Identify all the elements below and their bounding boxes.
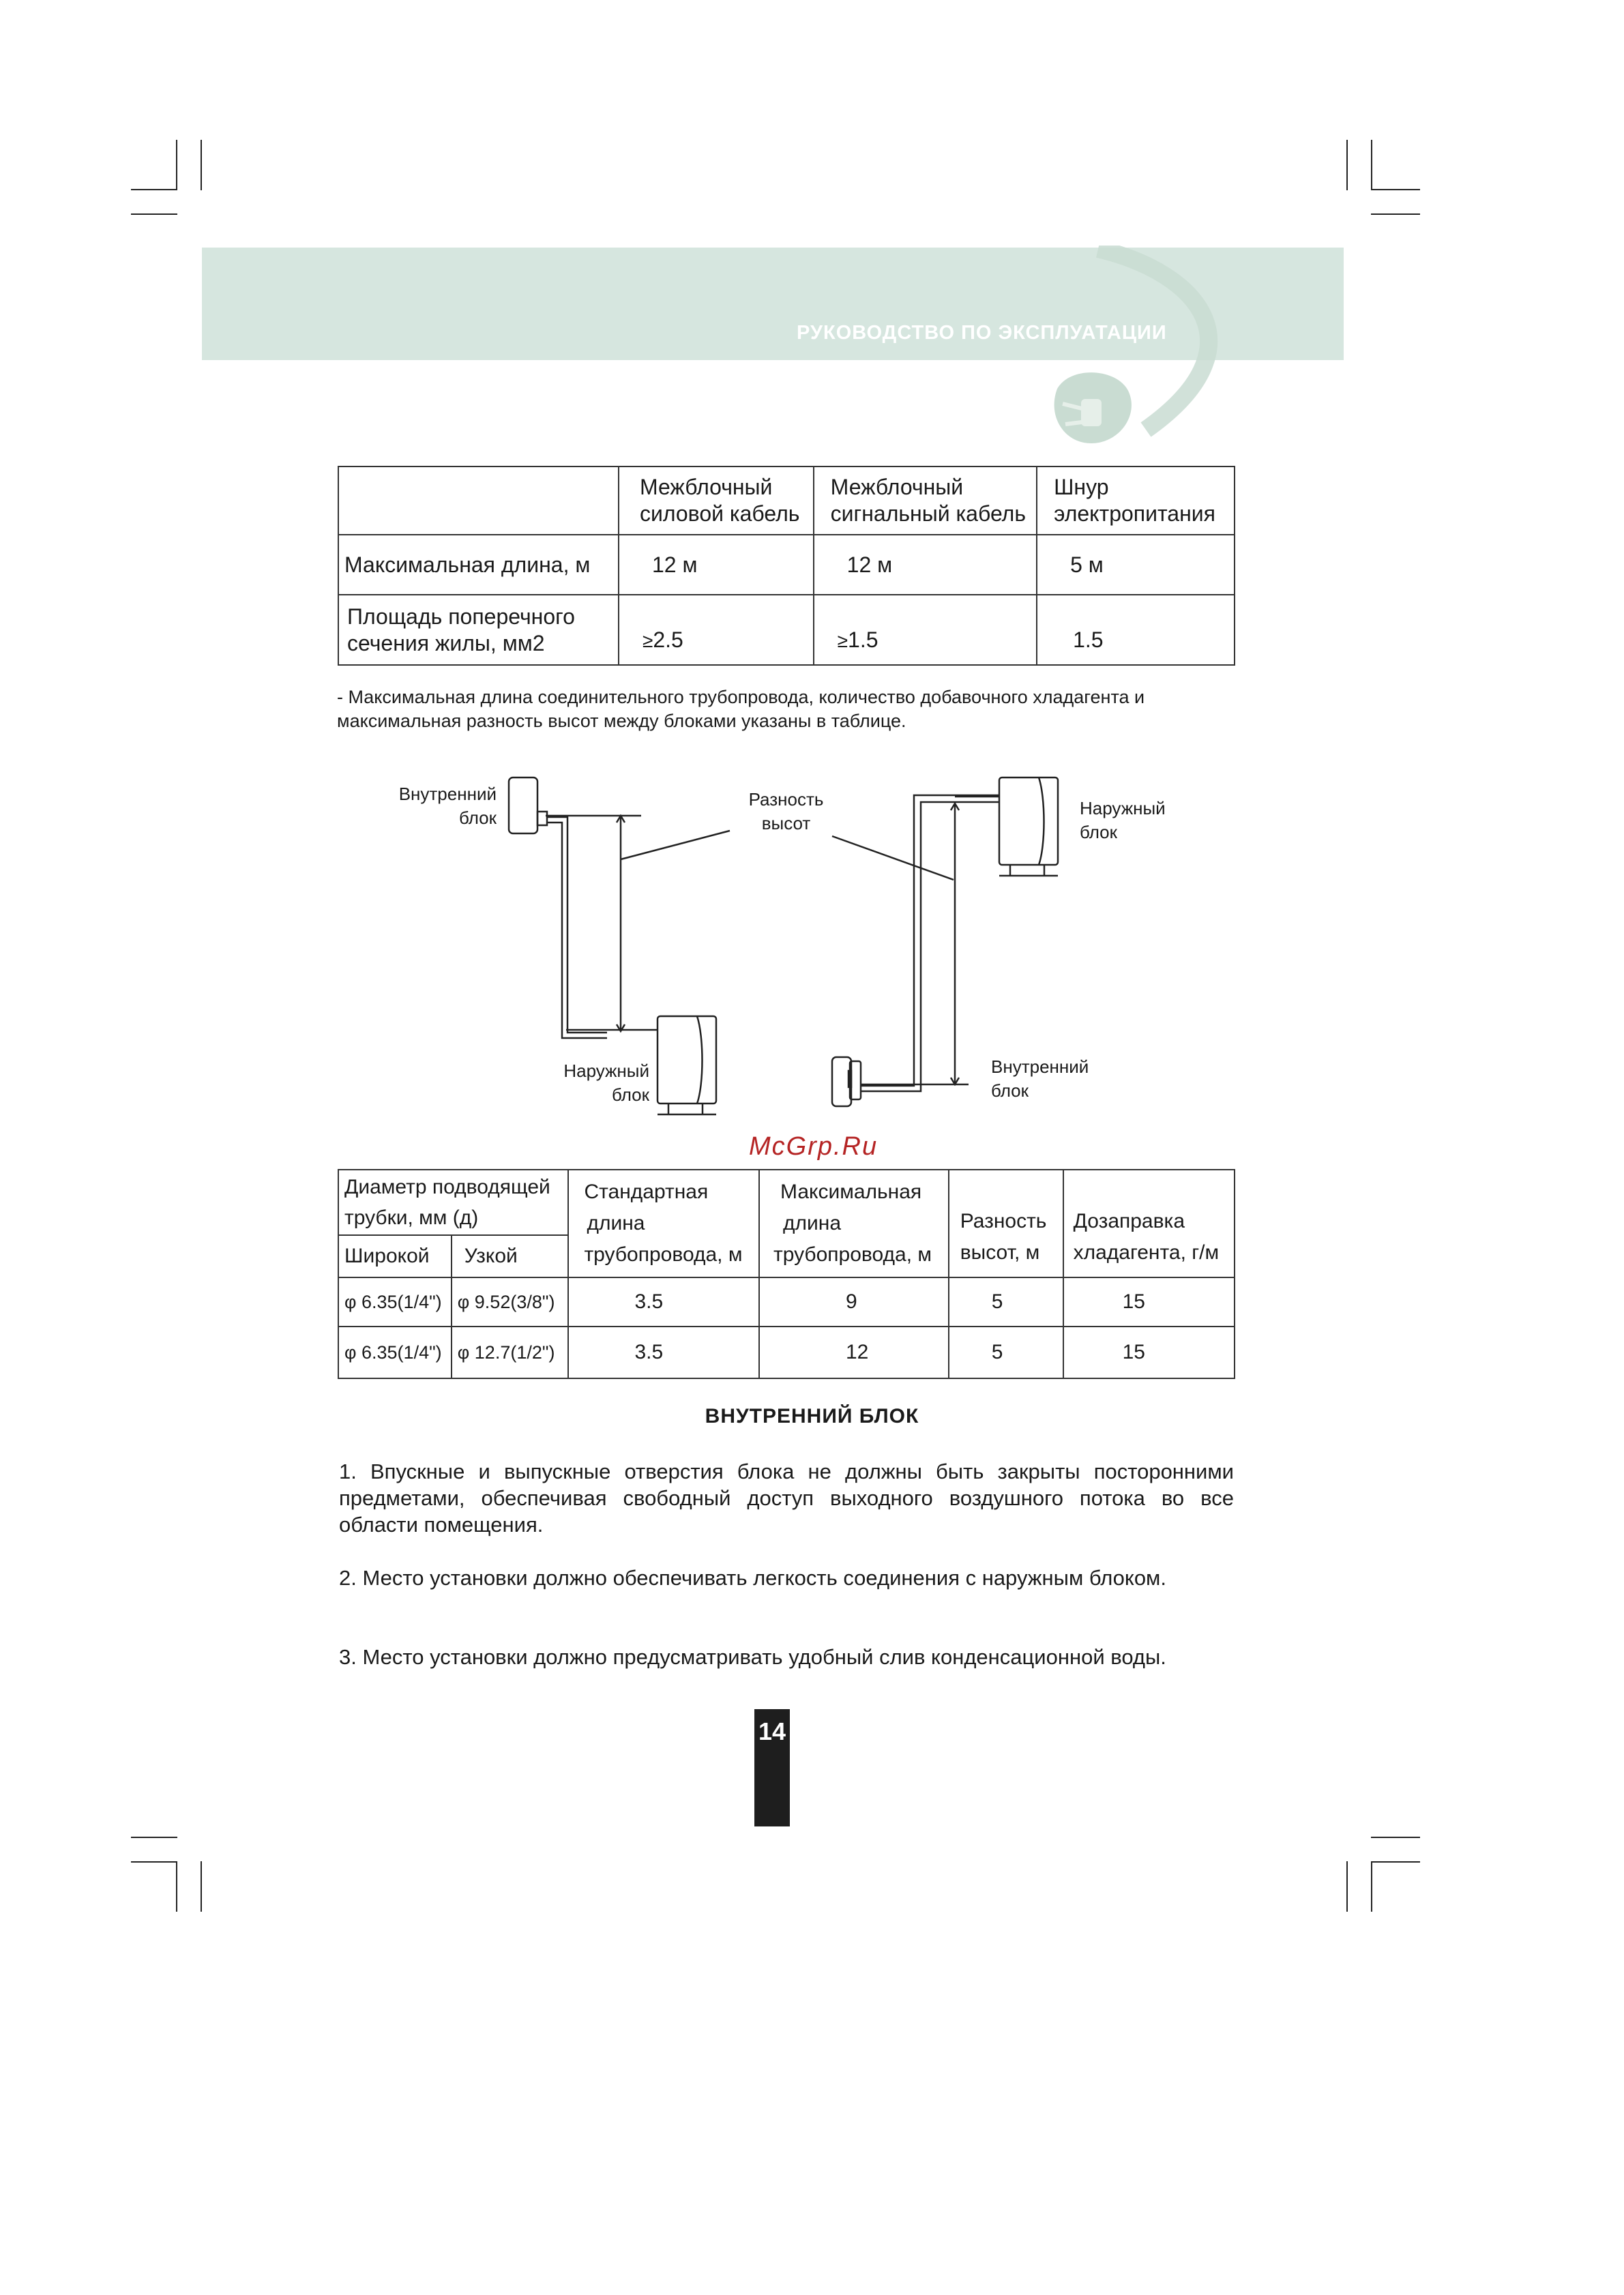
outdoor-unit-icon xyxy=(658,1016,716,1104)
caption-text: - Максимальная длина соединительного трубопровода, количество добавочного хладагента и максимальная разность высот между блоками указаны в таблице. xyxy=(337,687,1145,731)
label-line: блок xyxy=(611,1084,649,1105)
row-label xyxy=(338,595,619,665)
header-line: трубопровода, м xyxy=(773,1243,932,1266)
paragraph-2: 2. Место установки должно обеспечивать легкость соединения с наружным блоком. xyxy=(339,1566,1166,1590)
table-cell xyxy=(619,595,814,665)
section-title: ВНУТРЕННИЙ БЛОК xyxy=(705,1405,919,1427)
table-cell xyxy=(338,467,619,535)
table-header-cell xyxy=(1037,467,1235,535)
table-row xyxy=(338,595,1235,665)
label-line: Внутренний xyxy=(991,1056,1089,1077)
table-cell xyxy=(452,1277,569,1327)
table-header-cell xyxy=(338,1170,568,1235)
cell-value: 15 xyxy=(1122,1341,1145,1363)
header-line: электропитания xyxy=(1054,501,1215,526)
table-cell xyxy=(568,1277,759,1327)
cell-value: 3.5 xyxy=(634,1290,664,1313)
header-line: сигнальный кабель xyxy=(830,501,1027,526)
header-line: Дозаправка xyxy=(1073,1210,1185,1232)
header-line: Диаметр подводящей xyxy=(344,1176,550,1198)
diagram-label-left-bottom xyxy=(539,1059,649,1107)
table-cell xyxy=(568,1327,759,1378)
header-line: Максимальная xyxy=(780,1181,922,1203)
table-header-cell xyxy=(949,1170,1063,1277)
cell-value: 12 м xyxy=(846,552,893,577)
header-line: Стандартная xyxy=(584,1181,709,1203)
header-line: высот, м xyxy=(960,1241,1040,1264)
table-row xyxy=(338,1277,1235,1327)
label-line: Внутренний xyxy=(398,784,497,804)
header-line: трубки, мм (д) xyxy=(344,1206,479,1229)
table-header-cell xyxy=(338,1235,452,1277)
cell-value: 15 xyxy=(1122,1290,1145,1313)
header-line: Межблочный xyxy=(830,475,964,499)
diagram-label-right-top xyxy=(1080,797,1166,844)
cell-value: φ 6.35(1/4") xyxy=(344,1291,442,1312)
row-label-text: Максимальная длина, м xyxy=(344,552,591,577)
table-header-cell xyxy=(452,1235,569,1277)
cell-value: φ 9.52(3/8") xyxy=(457,1291,555,1312)
table-cell xyxy=(338,1277,452,1327)
cell-value: 1.5 xyxy=(1073,627,1104,652)
table-cell xyxy=(759,1327,949,1378)
cell-value: 12 м xyxy=(651,552,698,577)
label-line: Наружный xyxy=(563,1061,649,1081)
header-title: РУКОВОДСТВО ПО ЭКСПЛУАТАЦИИ xyxy=(797,322,1167,344)
label-line: Наружный xyxy=(1080,798,1166,818)
cell-value: φ 12.7(1/2") xyxy=(457,1342,555,1363)
cell-value: 3.5 xyxy=(634,1341,664,1363)
diagram-label-left-top xyxy=(382,782,497,830)
table-header-cell xyxy=(619,467,814,535)
page-number: 14 xyxy=(758,1717,786,1745)
table-row xyxy=(338,535,1235,595)
table-cell xyxy=(949,1327,1063,1378)
header-line: Межблочный xyxy=(639,475,773,499)
table-header-cell xyxy=(568,1170,759,1277)
cell-value: φ 6.35(1/4") xyxy=(344,1342,442,1363)
row-label-text: Площадь поперечного xyxy=(347,604,575,629)
table-cell xyxy=(1037,595,1235,665)
diagram-label-right-bottom xyxy=(991,1055,1089,1103)
table-cell xyxy=(1037,535,1235,595)
paragraph-1: 1. Впускные и выпускные отверстия блока не должны быть закрыты посторонними предметами, обеспечивая свободный доступ выходного воздушного потока во все области помещения. xyxy=(339,1460,1234,1537)
header-line: силовой кабель xyxy=(639,501,800,526)
table-cell xyxy=(814,595,1037,665)
watermark: McGrp.Ru xyxy=(749,1132,879,1161)
ge-sign: ≥ xyxy=(837,630,848,651)
row-label-text: сечения жилы, мм2 xyxy=(347,630,545,655)
table-cell xyxy=(452,1327,569,1378)
header-line: Разность xyxy=(960,1210,1047,1232)
indoor-unit-icon xyxy=(509,778,537,833)
cell-value: 12 xyxy=(846,1341,869,1363)
table-cell xyxy=(338,1327,452,1378)
table-header-cell xyxy=(814,467,1037,535)
label-line: блок xyxy=(1080,822,1118,842)
table-cell xyxy=(1063,1327,1235,1378)
row-label xyxy=(338,535,619,595)
diagram-label-center xyxy=(726,788,846,835)
plug-logo-icon xyxy=(1044,246,1248,464)
header-line: Шнур xyxy=(1054,475,1109,499)
ge-sign: ≥ xyxy=(642,630,653,651)
table-cell xyxy=(1063,1277,1235,1327)
label-line: Разность xyxy=(748,789,824,810)
table-header-cell xyxy=(759,1170,949,1277)
table-cell xyxy=(949,1277,1063,1327)
cell-value: 5 м xyxy=(1070,552,1104,577)
cell-value: 5 xyxy=(991,1341,1003,1363)
header-line: длина xyxy=(587,1212,645,1234)
header-line: длина xyxy=(783,1212,842,1234)
cell-value: 5 xyxy=(991,1290,1003,1313)
header-line: хладагента, г/м xyxy=(1073,1241,1220,1264)
table-cell xyxy=(759,1277,949,1327)
label-line: высот xyxy=(761,813,811,833)
pipe-table xyxy=(338,1169,1235,1379)
header-line: Узкой xyxy=(464,1245,518,1267)
table-row xyxy=(338,1327,1235,1378)
cell-value: 1.5 xyxy=(848,627,879,652)
table-header-cell xyxy=(1063,1170,1235,1277)
header-line: Широкой xyxy=(344,1245,430,1267)
table-cell xyxy=(814,535,1037,595)
paragraph-3: 3. Место установки должно предусматривать удобный слив конденсационной воды. xyxy=(339,1645,1166,1669)
cell-value: 2.5 xyxy=(653,627,683,652)
table-cell xyxy=(619,535,814,595)
header-line: трубопровода, м xyxy=(584,1243,743,1266)
outdoor-unit-icon xyxy=(999,778,1058,865)
cable-table xyxy=(338,466,1235,666)
label-line: блок xyxy=(458,808,497,828)
table-row xyxy=(338,467,1235,535)
label-line: блок xyxy=(991,1080,1029,1101)
table-row xyxy=(338,1170,1235,1235)
cell-value: 9 xyxy=(846,1290,857,1313)
